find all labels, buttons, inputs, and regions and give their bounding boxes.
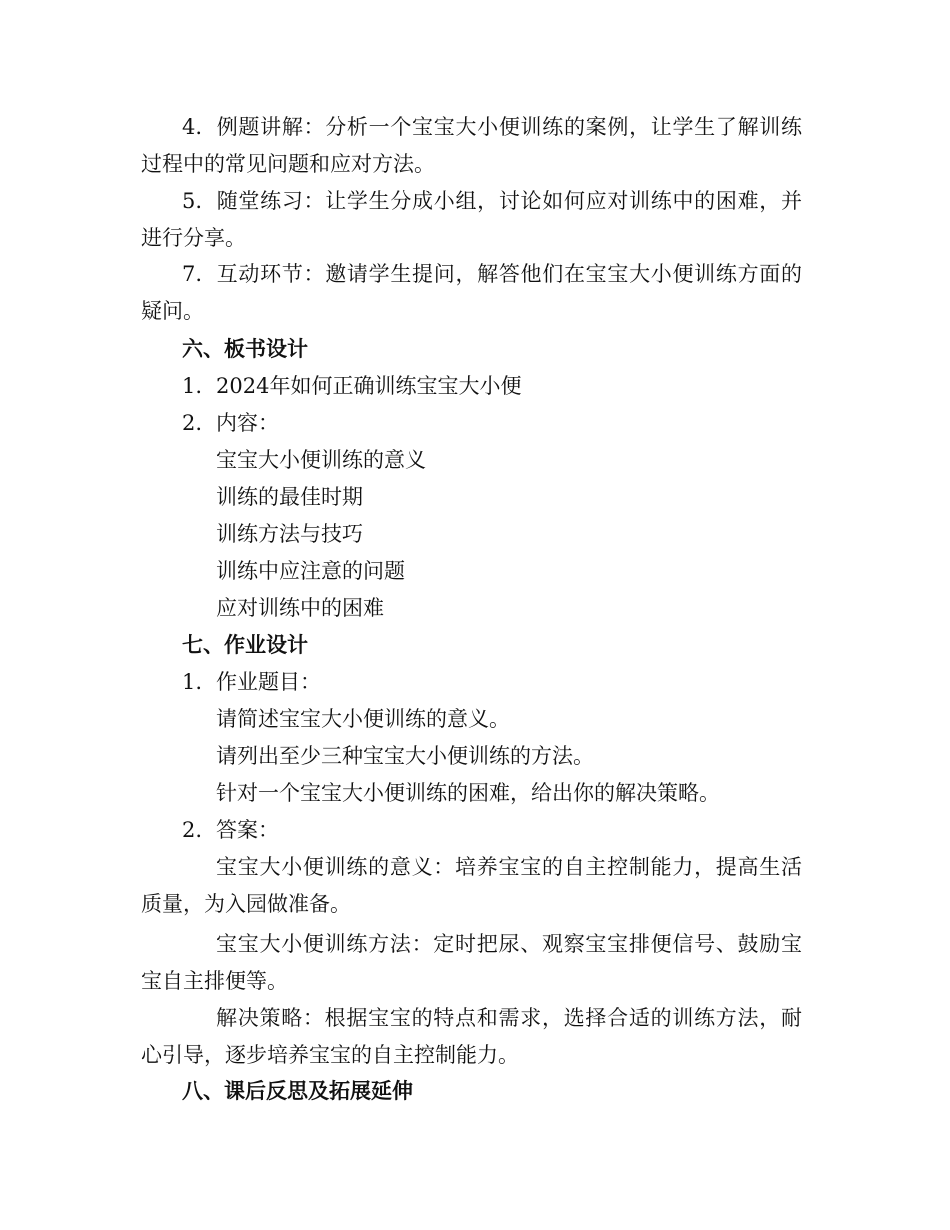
question-item: 请简述宝宝大小便训练的意义。 — [216, 707, 510, 731]
section-7-item-2-text: 答案： — [216, 818, 279, 842]
step-5-line2: 进行分享。 — [141, 226, 246, 250]
section-6-item-1-number: 1. — [182, 374, 203, 398]
section-7-item-1-number: 1. — [182, 670, 203, 694]
answer-2-line2: 宝自主排便等。 — [141, 969, 288, 993]
step-7-line1 — [182, 260, 802, 288]
content-item: 训练方法与技巧 — [216, 522, 363, 546]
step-5-line1 — [182, 187, 802, 215]
answer-3-line1: 解决策略：根据宝宝的特点和需求，选择合适的训练方法，耐 — [216, 1006, 802, 1030]
section-8-heading: 八、课后反思及拓展延伸 — [182, 1079, 413, 1103]
step-4-line1 — [182, 113, 802, 141]
section-6-item-2 — [182, 409, 279, 437]
content-item: 训练中应注意的问题 — [216, 559, 405, 583]
step-4-number: 4. — [182, 115, 203, 139]
answer-1-line1: 宝宝大小便训练的意义：培养宝宝的自主控制能力，提高生活 — [216, 855, 802, 879]
answer-2-line1: 宝宝大小便训练方法：定时把尿、观察宝宝排便信号、鼓励宝 — [216, 932, 802, 956]
section-6-item-2-number: 2. — [182, 411, 203, 435]
section-7-item-2 — [182, 816, 279, 844]
step-5-number: 5. — [182, 189, 203, 213]
answer-3-line2: 心引导，逐步培养宝宝的自主控制能力。 — [141, 1043, 519, 1067]
content-item: 训练的最佳时期 — [216, 485, 363, 509]
section-7-item-1-text: 作业题目： — [216, 670, 321, 694]
section-6-item-2-text: 内容： — [216, 411, 279, 435]
section-6-item-1-text: 2024年如何正确训练宝宝大小便 — [216, 374, 522, 398]
question-item: 请列出至少三种宝宝大小便训练的方法。 — [216, 744, 594, 768]
step-7-line2: 疑问。 — [141, 299, 204, 323]
section-7-item-2-number: 2. — [182, 818, 203, 842]
step-7-number: 7. — [182, 262, 203, 286]
step-4-line2: 过程中的常见问题和应对方法。 — [141, 152, 435, 176]
step-4-text: 例题讲解：分析一个宝宝大小便训练的案例，让学生了解训练 — [216, 115, 802, 139]
step-7-text: 互动环节：邀请学生提问，解答他们在宝宝大小便训练方面的 — [216, 262, 802, 286]
section-6-heading: 六、板书设计 — [182, 337, 308, 361]
content-item: 应对训练中的困难 — [216, 596, 384, 620]
section-7-item-1 — [182, 668, 321, 696]
section-7-heading: 七、作业设计 — [182, 633, 308, 657]
question-item: 针对一个宝宝大小便训练的困难，给出你的解决策略。 — [216, 781, 720, 805]
content-item: 宝宝大小便训练的意义 — [216, 448, 426, 472]
section-6-item-1 — [182, 372, 521, 400]
step-5-text: 随堂练习：让学生分成小组，讨论如何应对训练中的困难，并 — [216, 189, 802, 213]
answer-1-line2: 质量，为入园做准备。 — [141, 892, 351, 916]
